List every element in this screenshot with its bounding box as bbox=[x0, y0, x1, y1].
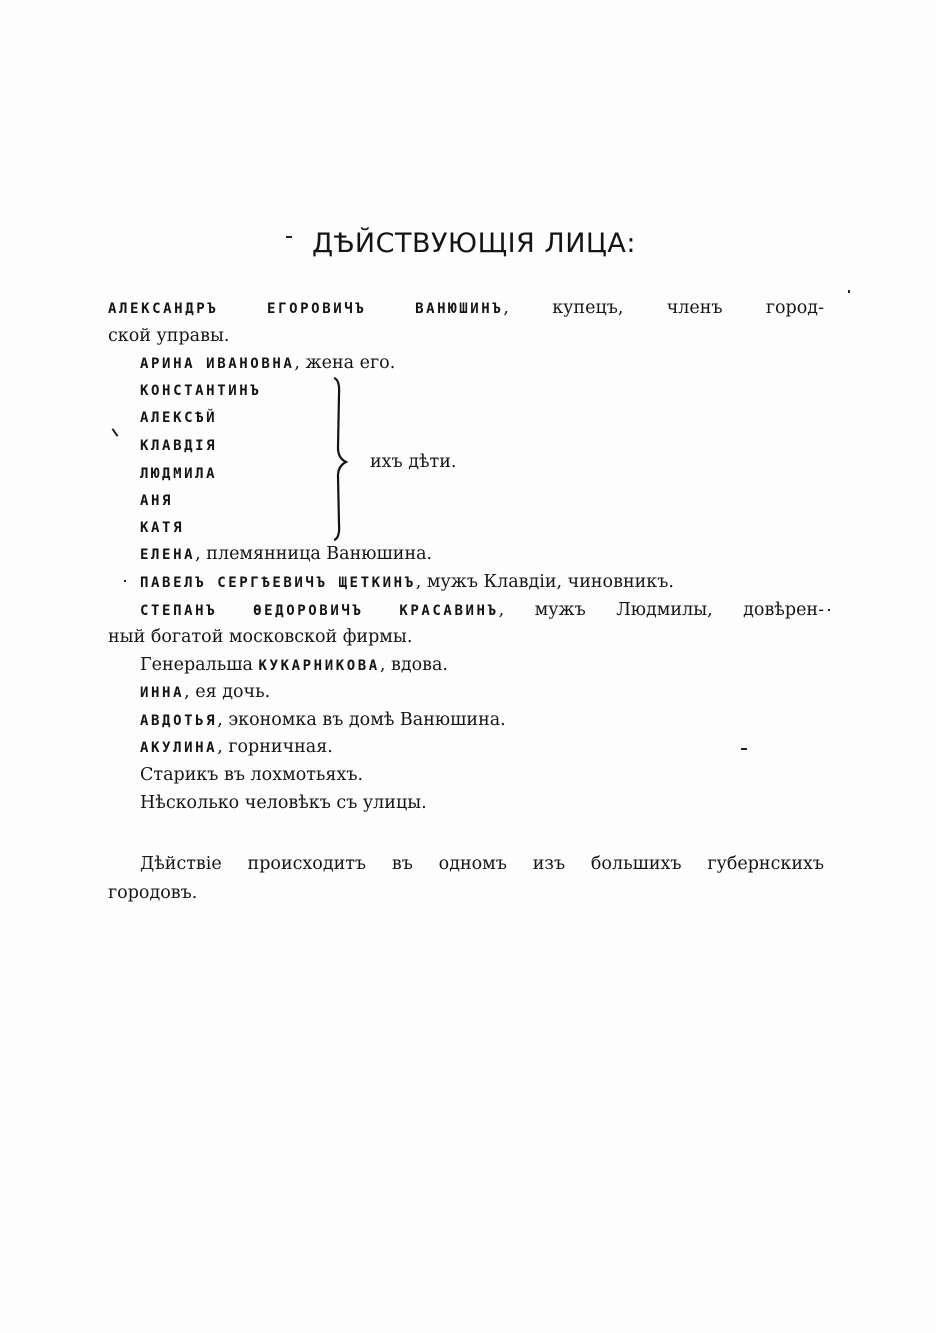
scan-speck bbox=[828, 609, 830, 611]
character-vanyushin-line2: ской управы. bbox=[108, 326, 230, 346]
character-elena bbox=[140, 540, 432, 569]
character-inna bbox=[140, 678, 270, 707]
character-akulina bbox=[140, 733, 333, 762]
character-desc: , горничная. bbox=[217, 737, 333, 757]
children-note: ихъ дѣти. bbox=[370, 452, 457, 472]
child-name-text: КЛАВДІЯ bbox=[140, 438, 218, 454]
setting-line1: Дѣйствіе происходитъ въ одномъ изъ большихъ губернскихъ bbox=[140, 854, 824, 874]
child-name-text: ЛЮДМИЛА bbox=[140, 466, 218, 482]
child-name-text: КАТЯ bbox=[140, 520, 185, 536]
character-name: АЛЕКСАНДРЪ ЕГОРОВИЧЪ ВАНЮШИНЪ bbox=[108, 301, 504, 317]
child-name bbox=[140, 459, 217, 488]
child-name bbox=[140, 486, 173, 515]
character-vanyushin-line1 bbox=[108, 294, 824, 323]
child-name bbox=[140, 431, 217, 460]
child-name-text: АНЯ bbox=[140, 493, 174, 509]
child-name-text: КОНСТАНТИНЪ bbox=[140, 383, 262, 399]
child-name bbox=[140, 376, 261, 405]
scan-speck bbox=[124, 580, 126, 582]
character-name: ИННА bbox=[140, 685, 185, 701]
children-brace bbox=[326, 374, 350, 542]
character-crowd: Нѣсколько человѣкъ съ улицы. bbox=[140, 793, 427, 813]
character-desc: , вдова. bbox=[379, 655, 448, 675]
scan-speck bbox=[741, 748, 747, 750]
character-name: АРИНА ИВАНОВНА bbox=[140, 356, 295, 372]
character-desc: , ея дочь. bbox=[184, 682, 271, 702]
character-kukarnikova bbox=[140, 651, 448, 680]
character-desc: , мужъ Людмилы, довѣрен- bbox=[498, 600, 824, 620]
scan-speck bbox=[112, 428, 119, 437]
character-name: АВДОТЬЯ bbox=[140, 713, 218, 729]
character-old-man: Старикъ въ лохмотьяхъ. bbox=[140, 765, 364, 785]
character-name: ПАВЕЛЪ СЕРГѢЕВИЧЪ ЩЕТКИНЪ bbox=[140, 575, 416, 591]
page-title: ДѢЙСТВУЮЩІЯ ЛИЦА: bbox=[312, 228, 636, 259]
character-name: АКУЛИНА bbox=[140, 740, 218, 756]
character-name: КУКАРНИКОВА bbox=[258, 658, 380, 674]
character-shchetkin bbox=[140, 568, 674, 597]
character-krasavin-line1 bbox=[108, 596, 824, 625]
character-desc: , племянница Ванюшина. bbox=[195, 544, 433, 564]
character-desc: , мужъ Клавдіи, чиновникъ. bbox=[415, 572, 674, 592]
character-name: СТЕПАНЪ ѲЕДОРОВИЧЪ КРАСАВИНЪ bbox=[140, 603, 499, 619]
character-prefix: Генеральша bbox=[140, 655, 259, 675]
child-name-text: АЛЕКСѢЙ bbox=[140, 410, 218, 426]
character-avdotya bbox=[140, 706, 506, 735]
child-name bbox=[140, 513, 184, 542]
character-name: ЕЛЕНА bbox=[140, 547, 196, 563]
child-name bbox=[140, 403, 217, 432]
setting-line2: городовъ. bbox=[108, 883, 198, 903]
character-desc: , жена его. bbox=[294, 353, 396, 373]
character-desc: , купецъ, членъ город- bbox=[503, 298, 824, 318]
character-krasavin-line2: ный богатой московской фирмы. bbox=[108, 627, 413, 647]
character-arina bbox=[140, 349, 395, 378]
character-desc: , экономка въ домѣ Ванюшина. bbox=[217, 710, 506, 730]
scan-speck bbox=[848, 290, 850, 293]
scan-speck bbox=[286, 236, 292, 238]
